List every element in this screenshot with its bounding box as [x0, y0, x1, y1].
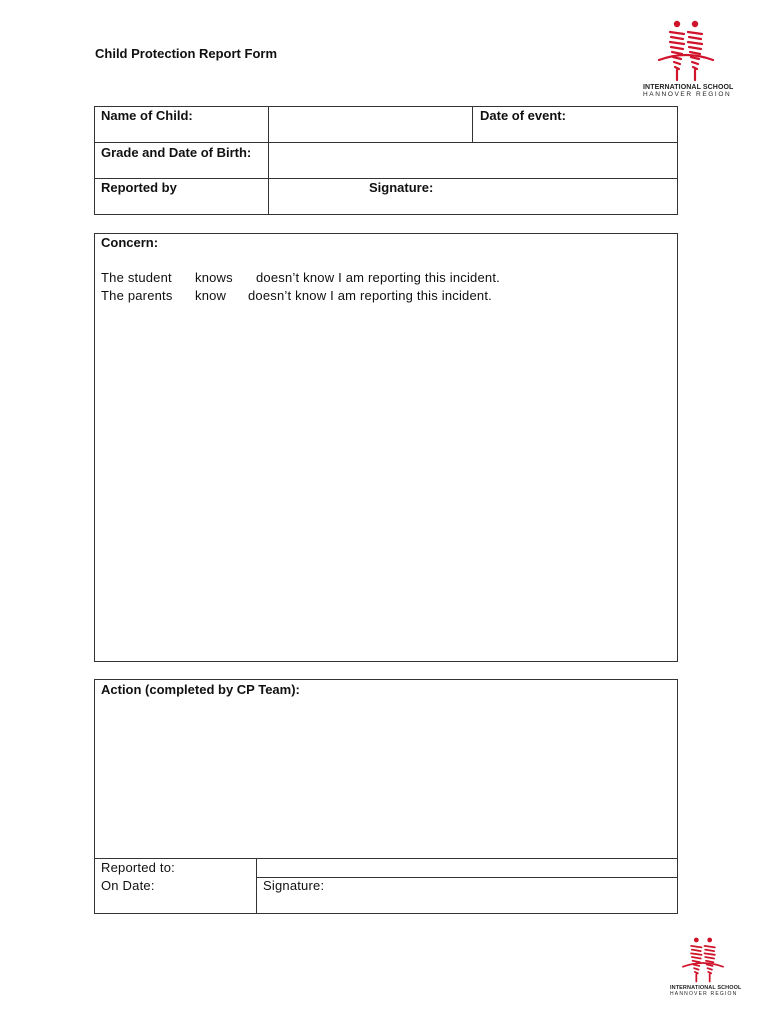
reported-to-label: Reported to: [101, 860, 175, 875]
student-label: The student [101, 270, 172, 285]
signature-field[interactable] [440, 179, 676, 213]
school-logo-footer-icon [680, 937, 726, 983]
on-date-label: On Date: [101, 878, 155, 893]
grade-dob-label: Grade and Date of Birth: [101, 145, 252, 160]
concern-heading: Concern: [101, 235, 159, 250]
reported-by-field[interactable] [270, 179, 365, 213]
action-signature-label: Signature: [263, 878, 325, 893]
footer-logo-text-line2: HANNOVER REGION [670, 991, 738, 997]
logo-text-line1: INTERNATIONAL SCHOOL [643, 84, 734, 91]
action-heading: Action (completed by CP Team): [101, 682, 300, 697]
reported-to-field[interactable] [258, 859, 676, 876]
name-of-child-label: Name of Child: [101, 108, 193, 123]
school-logo-icon [656, 20, 716, 82]
student-knows-option[interactable]: knows [195, 270, 233, 285]
school-logo [643, 20, 734, 98]
logo-text-line2: HANNOVER REGION [643, 91, 732, 98]
reported-by-label: Reported by [101, 180, 177, 195]
parents-label: The parents [101, 288, 173, 303]
school-logo-footer [670, 937, 742, 997]
student-doesnt-know-option[interactable]: doesn’t know I am reporting this incident. [256, 270, 500, 285]
footer-logo-text-line1: INTERNATIONAL SCHOOL [670, 985, 742, 991]
grade-dob-field[interactable] [270, 143, 676, 177]
signature-label: Signature: [369, 180, 434, 195]
name-of-child-field[interactable] [270, 107, 470, 141]
parents-know-option[interactable]: know [195, 288, 227, 303]
parents-doesnt-know-option[interactable]: doesn’t know I am reporting this incident. [248, 288, 492, 303]
form-title: Child Protection Report Form [95, 46, 277, 61]
date-of-event-label: Date of event: [480, 108, 566, 123]
action-signature-field[interactable] [335, 878, 676, 913]
date-of-event-field[interactable] [590, 107, 676, 141]
